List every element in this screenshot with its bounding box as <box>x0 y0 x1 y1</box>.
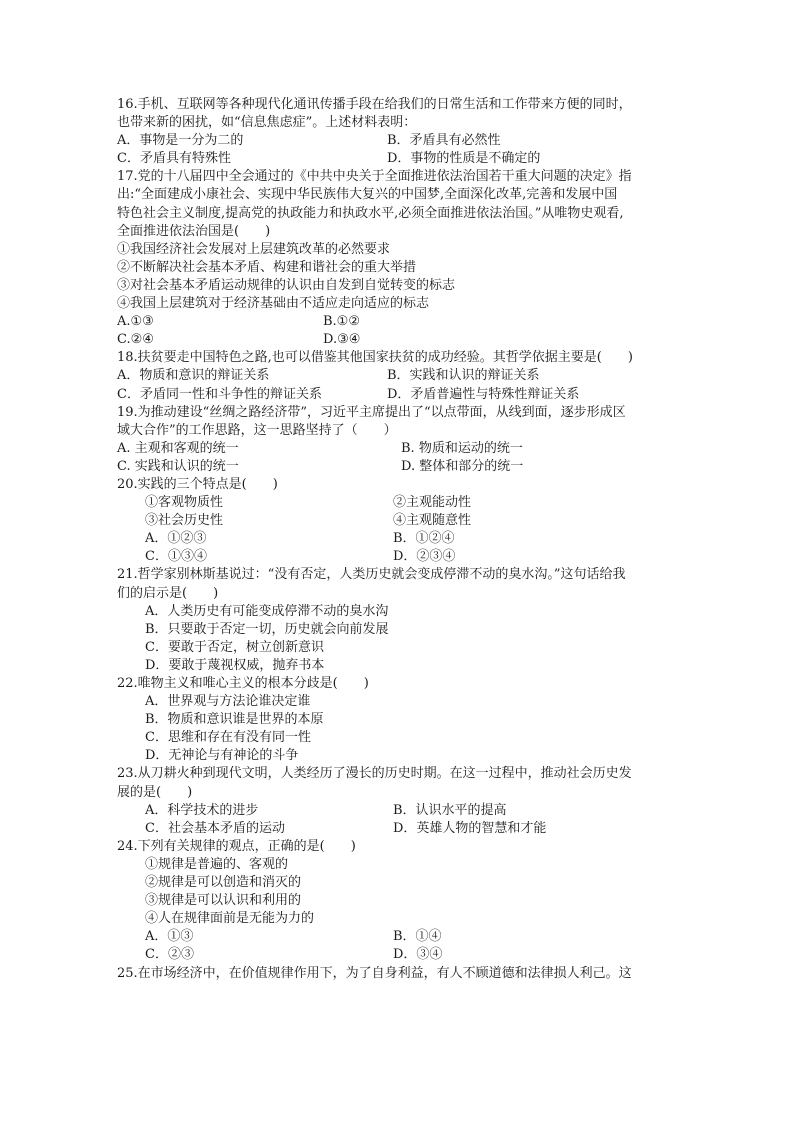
question-stem: 20.实践的三个特点是( ) <box>117 476 278 492</box>
question-stem: 全面推进依法治国是( ) <box>117 223 271 239</box>
statement-item: ③规律是可以认识和利用的 <box>145 893 302 909</box>
question-stem: 出:“全面建成小康社会、实现中华民族伟大复兴的中国梦,全面深化改革,完善和发展中国 <box>117 187 618 203</box>
option-d: D．无神论与有神论的斗争 <box>145 748 299 764</box>
option-c: C．社会基本矛盾的运动 <box>145 820 285 836</box>
question-stem: 18.扶贫要走中国特色之路,也可以借鉴其他国家扶贫的成功经验。其哲学依据主要是( ) <box>117 350 633 366</box>
question-stem: 展的是( ) <box>117 784 193 800</box>
statement-item: ①规律是普遍的、客观的 <box>145 856 289 872</box>
question-stem: 25.在市场经济中，在价值规律作用下，为了自身利益，有人不顾道德和法律损人利己。这 <box>117 965 632 981</box>
option-b: B．①②④ <box>393 531 455 547</box>
question-20 <box>117 476 677 566</box>
question-21 <box>117 566 677 675</box>
option-b: B．认识水平的提高 <box>393 802 507 818</box>
option-b: B.①② <box>323 314 360 330</box>
option-d: D．②③④ <box>393 549 456 565</box>
option-a: A．科学技术的进步 <box>145 802 259 818</box>
question-stem: 19.为推动建设“丝绸之路经济带”，习近平主席提出了“以点带面，从线到面，逐步形成区 <box>117 404 626 420</box>
option-b: B．物质和意识谁是世界的本原 <box>145 712 324 728</box>
question-16 <box>117 96 677 168</box>
option-b: B．①④ <box>393 929 442 945</box>
question-stem: 23.从刀耕火种到现代文明，人类经历了漫长的历史时期。在这一过程中，推动社会历史发 <box>117 766 632 782</box>
question-stem: 特色社会主义制度,提高党的执政能力和执政水平,必须全面推进依法治国。”从唯物史观看, <box>117 205 624 221</box>
question-19 <box>117 404 677 476</box>
option-d: D.③④ <box>323 332 361 348</box>
question-25 <box>117 965 677 983</box>
question-stem: 21.哲学家别林斯基说过：“没有否定，人类历史就会变成停滞不动的臭水沟。”这句话给我 <box>117 567 626 583</box>
statement-item: ②主观能动性 <box>393 495 472 511</box>
question-18 <box>117 349 677 403</box>
statement-item: ④我国上层建筑对于经济基础由不适应走向适应的标志 <box>117 296 430 312</box>
statement-item: ②规律是可以创造和消灭的 <box>145 875 302 891</box>
option-c: C．要敢于否定，树立创新意识 <box>145 639 324 655</box>
option-a: A．世界观与方法论谁决定谁 <box>145 694 311 710</box>
question-stem: 16.手机、互联网等各种现代化通讯传播手段在给我们的日常生活和工作带来方便的同时， <box>117 97 632 112</box>
question-stem: 17.党的十八届四中全会通过的《中共中央关于全面推进依法治国若干重大问题的决定》指 <box>117 169 632 185</box>
question-stem: 24.下列有关规律的观点，正确的是( ) <box>117 838 356 854</box>
statement-item: ④主观随意性 <box>393 513 472 529</box>
statement-item: ①客观物质性 <box>145 495 224 511</box>
option-d: D．矛盾普遍性与特殊性辩证关系 <box>387 386 580 402</box>
option-a: A．物质和意识的辩证关系 <box>117 368 270 384</box>
option-d: D. 整体和部分的统一 <box>401 458 524 474</box>
statement-item: ②不断解决社会基本矛盾、构建和谐社会的重大举措 <box>117 259 417 275</box>
option-c: C．矛盾具有特殊性 <box>117 151 231 167</box>
option-b: B．只要敢于否定一切，历史就会向前发展 <box>145 621 389 637</box>
exam-page <box>117 96 677 983</box>
option-d: D．事物的性质是不确定的 <box>387 151 541 167</box>
option-c: C．①③④ <box>145 549 207 565</box>
option-b: B．矛盾具有必然性 <box>387 133 501 149</box>
statement-item: ③对社会基本矛盾运动规律的认识由自发到自觉转变的标志 <box>117 277 456 293</box>
question-stem: 也带来新的困扰，如“信息焦虑症”。上述材料表明： <box>117 115 417 131</box>
option-c: C．矛盾同一性和斗争性的辩证关系 <box>117 386 322 402</box>
option-d: D．③④ <box>393 947 443 963</box>
statement-item: ④人在规律面前是无能为力的 <box>145 911 315 927</box>
option-b: B．实践和认识的辩证关系 <box>387 368 540 384</box>
question-24 <box>117 838 677 965</box>
option-c: C. 实践和认识的统一 <box>117 458 239 474</box>
option-a: A. 主观和客观的统一 <box>117 440 239 456</box>
option-c: C．思维和存在有没有同一性 <box>145 730 311 746</box>
statement-item: ①我国经济社会发展对上层建筑改革的必然要求 <box>117 241 391 257</box>
option-d: D．英雄人物的智慧和才能 <box>393 820 547 836</box>
question-22 <box>117 675 677 765</box>
question-17 <box>117 168 677 349</box>
option-a: A．①②③ <box>145 531 207 547</box>
option-a: A．事物是一分为二的 <box>117 133 244 149</box>
question-stem: 域大合作”的工作思路，这一思路坚持了（ ） <box>117 422 397 438</box>
option-a: A．人类历史有可能变成停滞不动的臭水沟 <box>145 603 389 619</box>
question-23 <box>117 765 677 837</box>
option-d: D．要敢于蔑视权威，抛弃书本 <box>145 657 325 673</box>
option-c: C．②③ <box>145 947 194 963</box>
statement-item: ③社会历史性 <box>145 513 224 529</box>
option-a: A.①③ <box>117 314 154 330</box>
option-b: B. 物质和运动的统一 <box>401 440 523 456</box>
option-c: C.②④ <box>117 332 154 348</box>
option-a: A．①③ <box>145 929 194 945</box>
question-stem: 们的启示是( ) <box>117 585 219 601</box>
question-stem: 22.唯物主义和唯心主义的根本分歧是( ) <box>117 676 369 691</box>
